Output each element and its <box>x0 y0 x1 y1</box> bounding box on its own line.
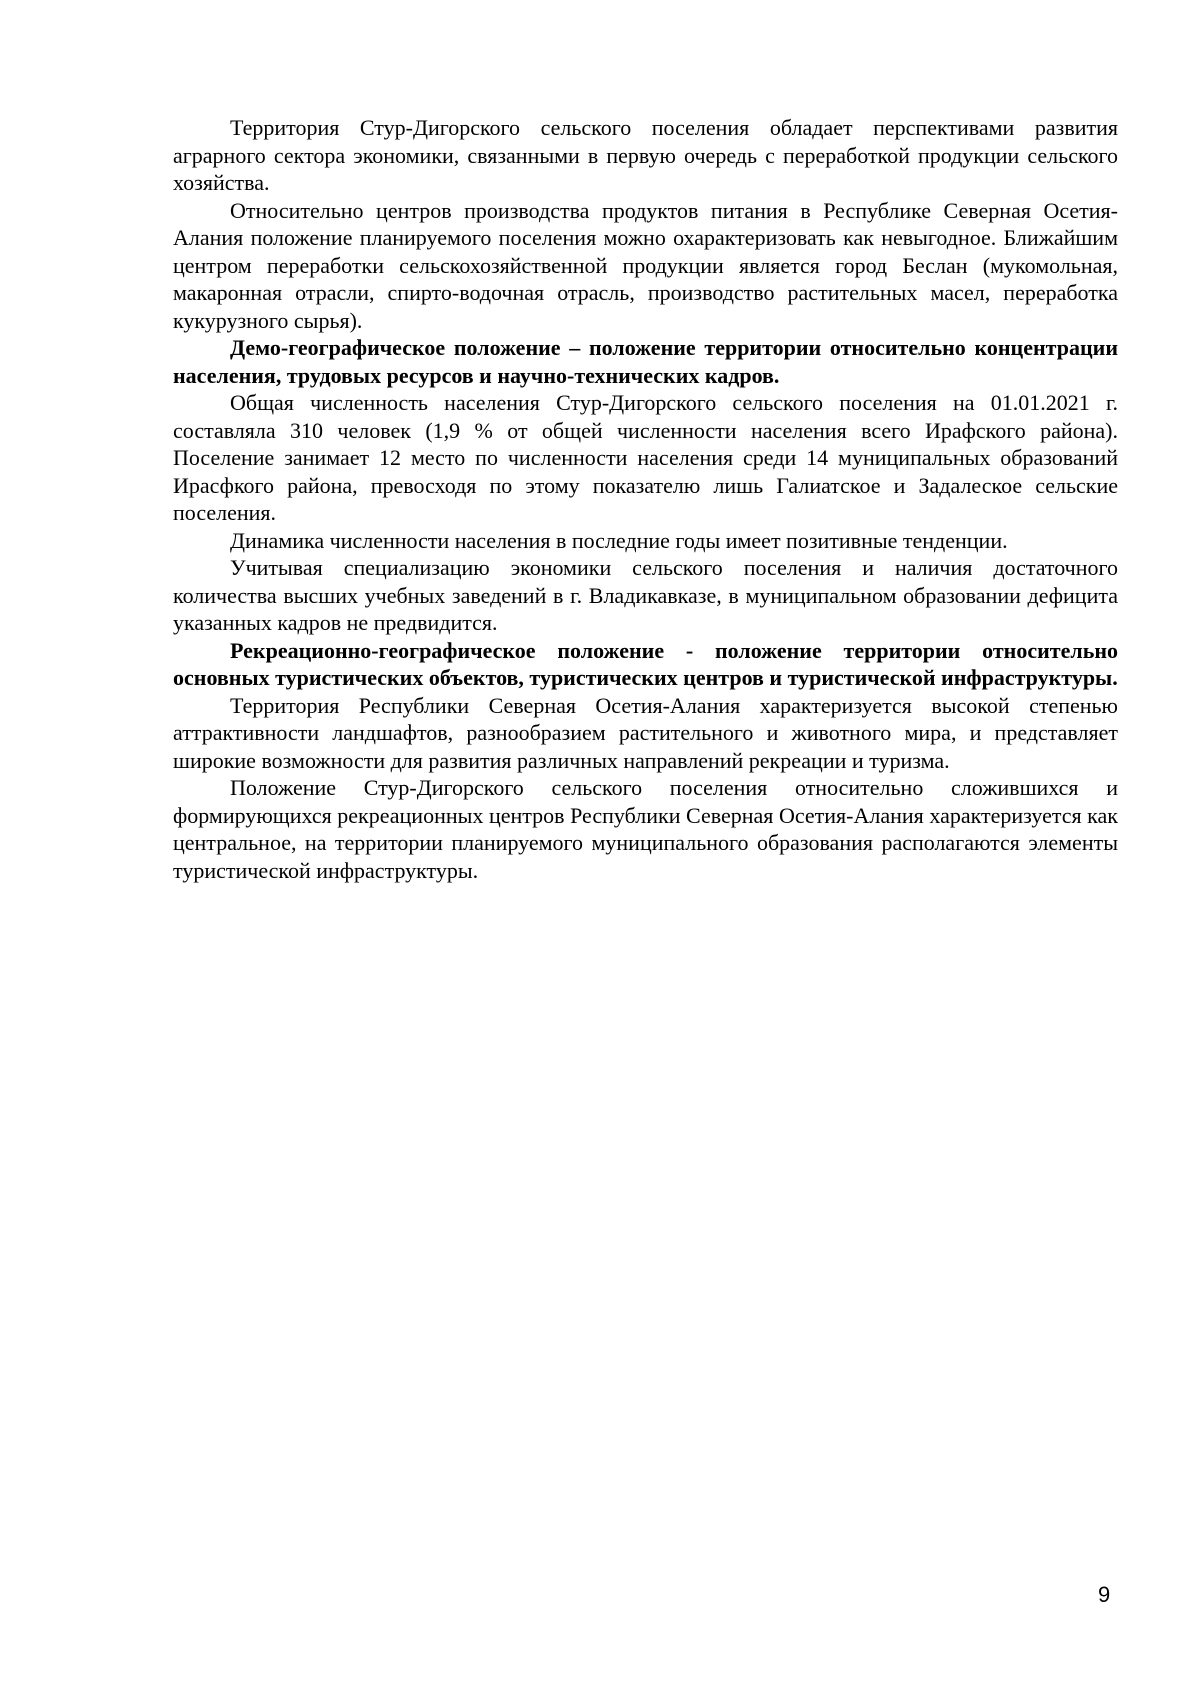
paragraph-population-total: Общая численность населения Стур-Дигорского сельского поселения на 01.01.2021 г. составляла 310 человек (1,9 % от общей численности населения всего Ирафского района). Поселение занимает 12 место по численности населения среди 14 муниципальных образований Ирасфкого района, превосходя по этому показателю лишь Галиатское и Задалеское сельские поселения. <box>173 390 1118 525</box>
page-number: 9 <box>1098 1582 1111 1607</box>
paragraph-republic-landscapes: Территория Республики Северная Осетия-Алания характеризуется высокой степенью аттрактивности ландшафтов, разнообразием растительного и животного мира, и представляет широкие возможности для развития различных направлений рекреации и туризма. <box>173 692 1118 773</box>
paragraph-personnel: Учитывая специализацию экономики сельского поселения и наличия достаточного количества высших учебных заведений в г. Владикавказе, в муниципальном образовании дефицита указанных кадров не предвидится. <box>173 555 1118 635</box>
body-text <box>173 114 1118 884</box>
heading-demographic-position: Демо-географическое положение – положение территории относительно концентрации населения, трудовых ресурсов и научно-технических кадров. <box>173 335 1118 388</box>
paragraph-population-dynamics: Динамика численности населения в последние годы имеет позитивные тенденции. <box>230 527 1008 553</box>
paragraph-food-production-centers: Относительно центров производства продуктов питания в Республике Северная Осетия-Алания положение планируемого поселения можно охарактеризовать как невыгодное. Ближайшим центром переработки сельскохозяйственной продукции является город Беслан (мукомольная, макаронная отрасли, спирто-водочная отрасль, производство растительных масел, переработка кукурузного сырья). <box>173 197 1118 333</box>
paragraph-recreational-centers: Положение Стур-Дигорского сельского поселения относительно сложившихся и формирующихся рекреационных центров Республики Северная Осетия-Алания характеризуется как центральное, на территории планируемого муниципального образования располагаются элементы туристической инфраструктуры. <box>173 775 1118 883</box>
heading-recreational-position: Рекреационно-географическое положение - положение территории относительно основных туристических объектов, туристических центров и туристической инфраструктуры. <box>173 637 1118 690</box>
paragraph-agrarian-prospects: Территория Стур-Дигорского сельского поселения обладает перспективами развития аграрного сектора экономики, связанными в первую очередь с переработкой продукции сельского хозяйства. <box>173 115 1118 195</box>
